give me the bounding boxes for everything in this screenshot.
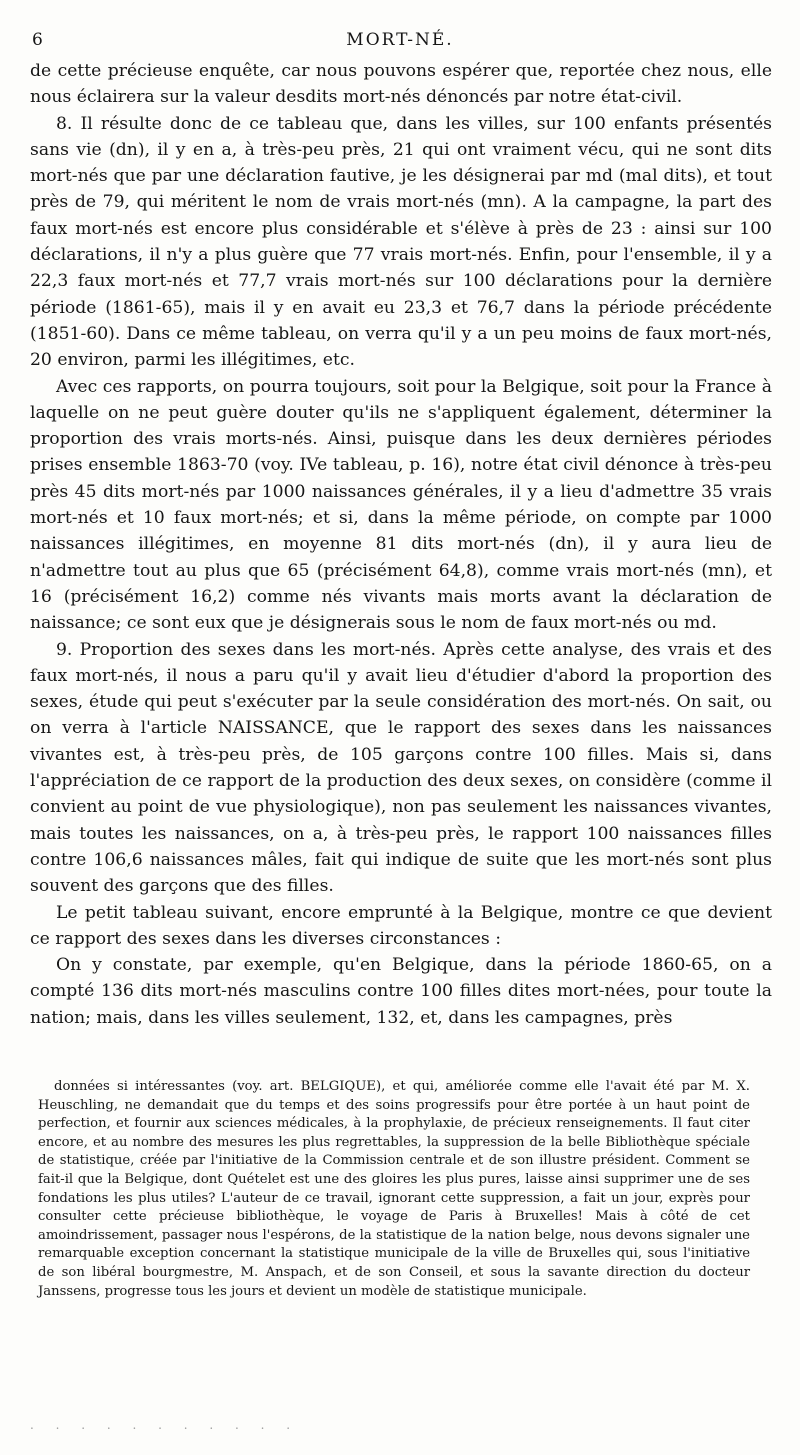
- bottom-margin-marks: . . . . . . . . . . .: [30, 1418, 300, 1432]
- paragraph-belgium-1860-65: On y constate, par exemple, qu'en Belgique, dans la période 1860-65, on a compté 136 dits mort-nés masculins contre 100 filles dites mort-nées, pour toute la nation; mais, dans les villes seulement, 132, et, dans les campagnes, près: [30, 955, 772, 1028]
- paragraph-table-intro: Le petit tableau suivant, encore emprunté à la Belgique, montre ce que devient ce rapport des sexes dans les diverses circonstances :: [30, 902, 772, 949]
- paragraph-continuation: de cette précieuse enquête, car nous pouvons espérer que, reportée chez nous, elle nous éclairera sur la valeur desdits mort-nés dénoncés par notre état-civil.: [30, 61, 772, 108]
- page-number: 6: [32, 30, 43, 50]
- footnote: [38, 1078, 750, 1301]
- paragraph-section-8: 8. Il résulte donc de ce tableau que, dans les villes, sur 100 enfants présentés sans vie (dn), il y en a, à très-peu près, 21 qui ont vraiment vécu, qui ne sont dits mort-nés que par une déclaration fautive, je les désignerai par md (mal dits), et tout près de 79, qui méritent le nom de vrais mort-nés (mn). A la campagne, la part des faux mort-nés est encore plus considérable et s'élève à près de 23 : ainsi sur 100 déclarations, il n'y a plus guère que 77 vrais mort-nés. Enfin, pour l'ensemble, il y a 22,3 faux mort-nés et 77,7 vrais mort-nés sur 100 déclarations pour la dernière période (1861-65), mais il y en avait eu 23,3 et 76,7 dans la période précédente (1851-60). Dans ce même tableau, on verra qu'il y a un peu moins de faux mort-nés, 20 environ, parmi les illégitimes, etc.: [30, 113, 772, 371]
- paragraph-ratios: Avec ces rapports, on pourra toujours, soit pour la Belgique, soit pour la France à laquelle on ne peut guère douter qu'ils ne s'appliquent également, déterminer la proportion des vrais morts-nés. Ainsi, puisque dans les deux dernières périodes prises ensemble 1863-70 (voy. IVe tableau, p. 16), notre état civil dénonce à très-peu près 45 dits mort-nés par 1000 naissances générales, il y a lieu d'admettre 35 vrais mort-nés et 10 faux mort-nés; et si, dans la même période, on compte par 1000 naissances illégitimes, en moyenne 81 dits mort-nés (dn), il y aura lieu de n'admettre tout au plus que 65 (précisément 64,8), comme vrais mort-nés (mn), et 16 (précisément 16,2) comme nés vivants mais morts avant la déclaration de naissance; ce sont eux que je désignerais sous le nom de faux mort-nés ou md.: [30, 376, 772, 634]
- page-header: [30, 30, 770, 54]
- footnote-text: données si intéressantes (voy. art. BELGIQUE), et qui, améliorée comme elle l'avait été par M. X. Heuschling, ne demandait que du temps et des soins progressifs pour être portée à un haut point de perfection, et fournir aux sciences médicales, à la prophylaxie, de précieux renseignements. Il faut citer encore, et au nombre des mesures les plus regrettables, la suppression de la belle Bibliothèque spéciale de statistique, créée par l'initiative de la Commission centrale et de son illustre président. Comment se fait-il que la Belgique, dont Quételet est une des gloires les plus pures, laisse ainsi supprimer une de ses fondations les plus utiles? L'auteur de ce travail, ignorant cette suppression, a fait un jour, exprès pour consulter cette précieuse bibliothèque, le voyage de Paris à Bruxelles! Mais à côté de cet amoindrissement, passager nous l'espérons, de la statistique de la nation belge, nous devons signaler une remarquable exception concernant la statistique municipale de la ville de Bruxelles qui, sous l'initiative de son libéral bourgmestre, M. Anspach, et de son Conseil, et sous la savante direction du docteur Janssens, progresse tous les jours et devient un modèle de statistique municipale.: [38, 1079, 750, 1299]
- running-title: MORT-NÉ.: [346, 30, 454, 50]
- paragraph-section-9: 9. Proportion des sexes dans les mort-nés. Après cette analyse, des vrais et des faux mort-nés, il nous a paru qu'il y avait lieu d'étudier d'abord la proportion des sexes, étude qui peut s'exécuter par la seule considération des mort-nés. On sait, ou on verra à l'article NAISSANCE, que le rapport des sexes dans les naissances vivantes est, à très-peu près, de 105 garçons contre 100 filles. Mais si, dans l'appréciation de ce rapport de la production des deux sexes, on considère (comme il convient au point de vue physiologique), non pas seulement les naissances vivantes, mais toutes les naissances, on a, à très-peu près, le rapport 100 naissances filles contre 106,6 naissances mâles, fait qui indique de suite que les mort-nés sont plus souvent des garçons que des filles.: [30, 639, 772, 897]
- body-text: [30, 58, 772, 1031]
